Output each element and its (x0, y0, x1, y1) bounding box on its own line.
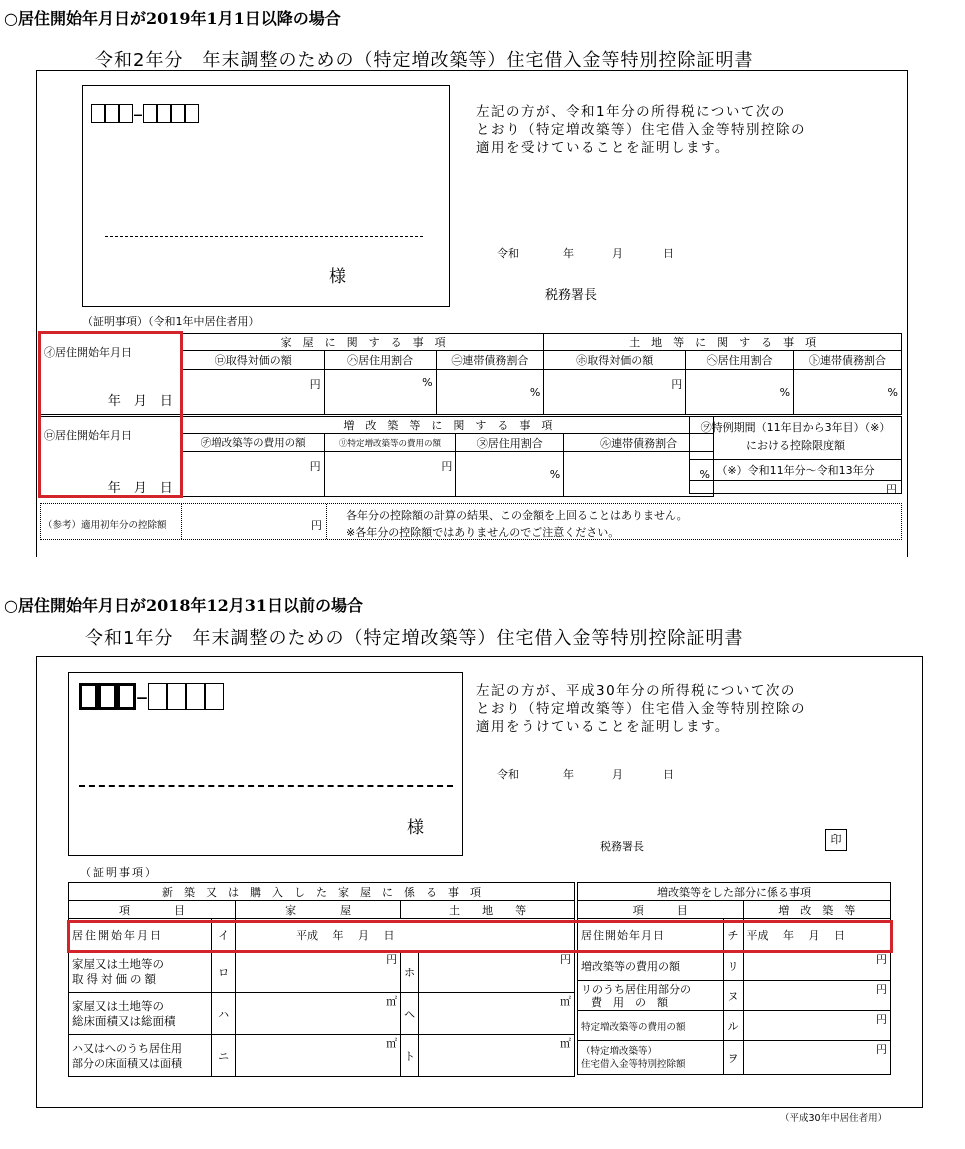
row4-code2: ト (401, 1035, 419, 1077)
right-header: 増改築等をした部分に係る事項 (578, 883, 891, 901)
row4-label: ハ又はへのうち居住用 部分の床面積又は面積 (69, 1035, 212, 1077)
col-ru: ㋸連帯債務割合 (564, 434, 714, 452)
section2-right-table (577, 882, 891, 1075)
section1-heading: ○居住開始年月日が2019年1月1日以降の場合 (4, 9, 341, 28)
col-ho: ㋭取得対価の額 (544, 351, 686, 370)
section1-items-caption: （証明事項）（令和1年中居住者用） (82, 315, 260, 328)
left-header: 新 築 又 は 購 入 し た 家 屋 に 係 る 事 項 (69, 883, 575, 901)
ref-note1: 各年分の控除額の計算の結果、この金額を上回ることはありません。 (346, 509, 688, 522)
section1-highlight (38, 331, 183, 498)
ri-value[interactable]: 円 (324, 452, 456, 497)
col-item: 項 目 (69, 901, 236, 919)
special-period-box[interactable]: ㋾特例期間（11年目から3年目）（※） における控除限度額 （※）令和11年分～令和13年分 円 (689, 416, 902, 494)
i-move-in-date-cell[interactable]: ㋑居住開始年月日 年 月 日 (41, 334, 183, 415)
reference-row (40, 503, 902, 540)
land-header: 土 地 等 に 関 す る 事 項 (544, 334, 902, 351)
section2-sama: 様 (407, 818, 424, 838)
reno-header: 増 改 築 等 に 関 す る 事 項 (182, 417, 713, 434)
chi-value[interactable]: 円 (182, 452, 324, 497)
section2-name-line (79, 785, 453, 787)
col-item2: 項 目 (578, 901, 744, 919)
r2-label: 増改築等の費用の額 (578, 951, 724, 981)
r3-code: ヌ (723, 981, 743, 1011)
r2-code: リ (723, 951, 743, 981)
row1-label: 居住開始年月日 (69, 919, 212, 951)
col-ha: ㋩居住用割合 (324, 351, 436, 370)
nu-value[interactable]: % (456, 452, 564, 497)
r5-value[interactable]: 円 (743, 1041, 891, 1075)
r5-label: （特定増改築等） 住宅借入金等特別控除額 (578, 1041, 724, 1075)
r1-label: 居住開始年月日 (578, 919, 724, 951)
r3-value[interactable]: 円 (743, 981, 891, 1011)
ro-value[interactable]: 円 (182, 370, 324, 415)
r4-value[interactable]: 円 (743, 1011, 891, 1041)
section2-date-era: 令和 (497, 768, 519, 781)
section2-address-box (68, 672, 463, 856)
col-nu: ㋦居住用割合 (456, 434, 564, 452)
section1-name-line (105, 236, 423, 237)
col-house: 家 屋 (236, 901, 401, 919)
col-land: 土 地 等 (401, 901, 575, 919)
r1-value[interactable]: 平成 年 月 日 (743, 919, 891, 951)
section2-cert-text: 左記の方が、平成30年分の所得税について次の とおり（特定増改築等）住宅借入金等特別控除の 適用をうけていることを証明します。 (476, 683, 806, 735)
section2-date-year: 年 (563, 768, 574, 781)
to-value[interactable]: % (794, 370, 902, 415)
section1-date-era: 令和 (497, 247, 519, 260)
section2-footer: （平成30年中居住者用） (780, 1113, 888, 1124)
row3-house-value[interactable]: ㎡ (236, 993, 401, 1035)
row2-code2: ホ (401, 951, 419, 993)
col-he: ㋬居住用割合 (686, 351, 794, 370)
ref-label: （参考）適用初年分の控除額 (43, 520, 167, 531)
row4-house-value[interactable]: ㎡ (236, 1035, 401, 1077)
section2-heading: ○居住開始年月日が2018年12月31日以前の場合 (4, 596, 364, 615)
section2-zip-code: – (79, 683, 224, 716)
row4-land-value[interactable]: ㎡ (419, 1035, 575, 1077)
r4-code: ル (723, 1011, 743, 1041)
col-ri: ㋷特定増改築等の費用の額 (324, 434, 456, 452)
col-reno: 増 改 築 等 (743, 901, 891, 919)
row3-code: ハ (212, 993, 236, 1035)
row2-label: 家屋又は土地等の 取得対価の額 (69, 951, 212, 993)
seal-mark: 印 (825, 829, 847, 851)
ro-move-in-date-cell[interactable]: ㋺居住開始年月日 年 月 日 (41, 417, 183, 497)
ref-note2: ※各年分の控除額ではありませんのでご注意ください。 (346, 526, 620, 539)
col-chi: ㋠増改築等の費用の額 (182, 434, 324, 452)
section1-office: 税務署長 (545, 288, 598, 303)
ru-value[interactable]: % (564, 452, 714, 497)
section1-zip-code: – (91, 104, 199, 126)
section1-date-year: 年 (563, 247, 574, 260)
section1-title: 令和2年分 年末調整のための（特定増改築等）住宅借入金等特別控除証明書 (95, 50, 754, 71)
col-ro: ㋺取得対価の額 (182, 351, 324, 370)
r3-label: リのうち居住用部分の 費 用 の 額 (578, 981, 724, 1011)
ni-value[interactable]: % (436, 370, 544, 415)
section2-office: 税務署長 (600, 840, 644, 853)
section1-date-month: 月 (612, 247, 623, 260)
section1-address-box (82, 85, 450, 307)
row2-code: ロ (212, 951, 236, 993)
ref-yen[interactable]: 円 (311, 519, 322, 532)
r4-label: 特定増改築等の費用の額 (578, 1011, 724, 1041)
section1-date-day: 日 (663, 247, 674, 260)
row4-code: ニ (212, 1035, 236, 1077)
section2-date-day: 日 (663, 768, 674, 781)
section2-left-table (68, 882, 575, 1077)
section2-title: 令和1年分 年末調整のための（特定増改築等）住宅借入金等特別控除証明書 (85, 628, 744, 649)
row2-house-value[interactable]: 円 (236, 951, 401, 993)
row3-code2: ヘ (401, 993, 419, 1035)
section1-sama: 様 (329, 267, 346, 287)
col-ni: ㋥連帯債務割合 (436, 351, 544, 370)
r1-code: チ (723, 919, 743, 951)
house-header: 家 屋 に 関 す る 事 項 (182, 334, 544, 351)
ha-value[interactable]: % (324, 370, 436, 415)
he-value[interactable]: % (686, 370, 794, 415)
ho-value[interactable]: 円 (544, 370, 686, 415)
section2-items-caption: （証明事項） (80, 866, 158, 879)
row1-value[interactable]: 平成 年 月 日 (236, 919, 575, 951)
row3-land-value[interactable]: ㎡ (419, 993, 575, 1035)
r2-value[interactable]: 円 (743, 951, 891, 981)
row1-code: イ (212, 919, 236, 951)
row3-label: 家屋又は土地等の 総床面積又は総面積 (69, 993, 212, 1035)
row2-land-value[interactable]: 円 (419, 951, 575, 993)
r5-code: ヲ (723, 1041, 743, 1075)
section2-date-month: 月 (612, 768, 623, 781)
col-to: ㋣連帯債務割合 (794, 351, 902, 370)
section2-highlight (67, 920, 893, 953)
section1-cert-text: 左記の方が、令和1年分の所得税について次の とおり（特定増改築等）住宅借入金等特別控除の 適用を受けていることを証明します。 (476, 104, 806, 156)
